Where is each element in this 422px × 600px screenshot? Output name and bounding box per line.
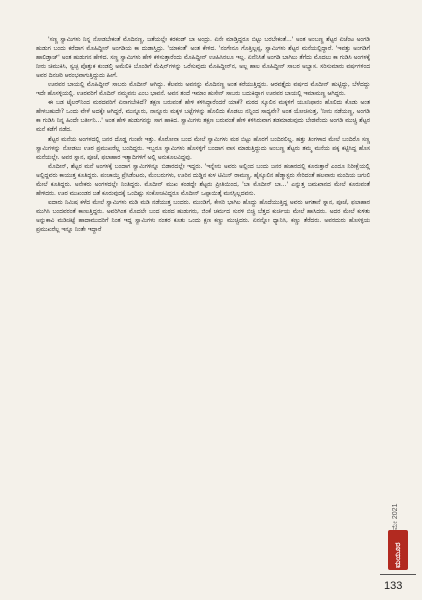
masthead-label: ಮಯೂರ: [393, 542, 402, 568]
footer-rule: [380, 574, 416, 575]
paragraph: ಶೆಟ್ಟರ ಮನೆಯ ಅಂಗಳದಲ್ಲಿ ಜನರ ದೊಡ್ಡ ಗುಂಪೇ ಇತ್ತು. ಕೊರೋನಾ ಬಂದ ಮೇಲೆ ಸ್ವಾಮಿಗಳು ಮಠ ಬಿಟ್ಟು ಹೊರಗೆ ಬಂದಿರಲಿಲ್ಲ. ಹತ್ತು ತಿಂಗಳಾದ ಮೇಲೆ ಬಂದಿರೊ ಸಣ್ಣ ಸ್ವಾಮಿಗಳನ್ನು ನೋಡಲು ಊರ ಪ್ರಮುಖರೆಲ್ಲ ಬಂದಿದ್ದರು. ಇಬ್ಬರೂ ಸ್ವಾಮಿಗಳು ಹೊಸಳ್ಳಿಗೆ ಬಂದಾಗ ವಾಸ ಮಾಡುತ್ತಿದ್ದುದು ಅಂಬಣ್ಣ ಶೆಟ್ಟರು ತಮ್ಮ ಮನೆಯ ಪಕ್ಕ ಕಟ್ಟಿಸಿದ್ದ ಹೊಸ ಮನೆಯಲ್ಲೇ. ಅವರ ಸ್ನಾನ, ಪೂಜೆ, ಫಲಾಹಾರ ಇತ್ಯಾದಿಗಳಿಗೆ ಅಲ್ಲಿ ಅನುಕೂಲವಿದ್ದವು.: [36, 136, 370, 161]
paragraph: ಈ ಬಡ ಟೈಲರ್‌ನಿಂದ ಮಠದವರಿಗೆ ಏನಾಗಬೇಕಿದೆ? ತಕ್ಷಣ ಬರುವಂತೆ ಹೇಳಿ ಕಳಿಸಿದ್ದಾರೆಂದರೆ ಯಾಕೆ? ಮಠದ ಸ್ಕೂಲಿನ ಮಕ್ಕಳಿಗೆ ಯೂನಿಫಾರಂ ಹೊಲಿದು ಕೊಡು ಅಂತ ಹೇಳಬಹುದೇ? ಒಂದು ವೇಳೆ ಅದಕ್ಕೇ ಆಗಿದ್ದರೆ, ಮುನ್ನೂರು, ನಾನ್ನೂರು ಮಕ್ಕಳ ಬಟ್ಟೆಗಳನ್ನು ಹೊಲಿದು ಕೊಡಲು ನನ್ನಿಂದ ಸಾಧ್ಯವೇ? ಅಂತ ಯೋಚಿಸುತ್ತ, 'ನೀನು ನಡೆಯಣ್ಣ, ಅಂಗಡಿ ಕಾ ಗುಡಿಸಿ ನಿನ್ನ ಹಿಂದೇ ಬರ್ತೀನಿ...' ಅಂತ ಹೇಳಿ ಹುಡುಗನನ್ನು ಸಾಗ ಹಾಕಿದ. ಸ್ವಾಮಿಗಳು ತಕ್ಷಣ ಬರುವಂತೆ ಹೇಳಿ ಕಳಿಸಿರುವಾಗ ತಡಮಾಡುವುದು ಬೇಡವೆಂದು ಅಂಗಡಿ ಮುಚ್ಚಿ ಶೆಟ್ಟರ ಮನೆ ಕಡೆಗೆ ನಡೆದ.: [36, 100, 370, 134]
paragraph: 'ಸಣ್ಣ ಸ್ವಾಮಿಗಳು ನಿನ್ನ ನೋಡಬೇಕಂತೆ ಮೊದಿನಣ್ಣ, ಜತೆಯಲ್ಲೇ ಕರಕಂಡ್ ಬಾ ಅಂದ್ರು. ಏನೇ ಮಾಡ್ತಿದ್ದರೂ ಬಿಟ್ಟು ಬರಬೇಕಂತೆ...' ಅಂತ ಅಂಬಣ್ಣ ಶೆಟ್ಟರ ಏಜೆಂಟ ಅಂಗಡಿ ಹುಡುಗ ಬಂದು ಕರೆದಾಗ ಮೊಹಿದ್ದೀನ್ ಅಂಗಡಿಯ ಕಾ ದುಡಾಸ್ತಿದ್ರು. 'ಯಾಕಂತೆ' ಅಂತ ಕೇಳಿದ. 'ನಂಗೇನೂ ಗೊತ್ತಿಲ್ಲಪ್ಪ, ಸ್ವಾಮಿಗಳು ಶೆಟ್ಟರ ಮನೆಯಲ್ಲಿದ್ದಾರೆ. 'ಇವತ್ತು ಅಂಗಡಿಗೆ ಹಾಲಿಡ್ತಾಜ್' ಅಂತ ಹುಡುಗನ ಹೇಳಿದ. ಸಣ್ಣ ಸ್ವಾಮಿಗಳು ಹೇಳಿ ಕಳಿಸುತ್ತಾರೆಂದು ಮೊಹಿದ್ದೀನ್ ಊಹಿಸಿರಲೂ ಇಲ್ಲ. ಏನೆನಿಸಿತೆ ಅಂಗಡಿ ಬಾಗಿಲು ತೆಗೆದು ಮೊದಲು ಕಾ ಗುಡಿಸಿ ಅಂಗಳಕ್ಕೆ ನೀರು ಚಿಮುಕಿಸಿ, ಸ್ವಚ್ಛ ಪೊತ್ತುಕ ಕುಂಡಲ್ತಿ ಅಮೆಲಿಕಿ ಬೊಂಡಿಗೆ ಮೆಷಿನ್‌ಗಳನ್ನು ಒರೆಸುವುದು ಮೊಹಿದ್ದೀನ್‌ನ, ಅಲ್ಲ ಹಾಲ ಮೊಹಿದ್ದೀನ್‌ ಸಾಬರ ಅಭ್ಯಾಸ. ಸರಿಸುಮಾರು ವರ್ಷಗಳಿಂದ ಅವರ ದಿನಚರಿ ಆರಂಭವಾಗುತ್ತಿದ್ದುದು ಹೀಗೆ.: [36, 37, 370, 80]
issue-date: ಮೇ 2021: [392, 503, 399, 530]
paragraph: ಐದಾರು ನಿಮಿಷ ಕಳೆದ ಮೇಲೆ ಸ್ವಾಮಿಗಳು ಮಡಿ ಮಡಿ ನಡೆಯುತ್ತ ಬಂದರು. ಮುಂಡಿಗೆ, ಕೇಸರಿ ಭಾಗಿಲ ಹೊದ್ದು ಹೊದೆಯುತ್ತಿದ್ದ ಅವರು ಆಗತಾನೆ ಸ್ನಾನ, ಪೂಜೆ, ಫಲಾಹಾರ ಮುಗಿಸಿ ಬಂದವರಂತೆ ಕಾಣುತ್ತಿದ್ದರು. ಅವರಿಗಿಂತ ಮೊದಲೇ ಬಂದ ಮಠದ ಹುಡುಗರು, ಜಿಂಕೆ ಚರ್ಮದ ಸುರಳಿ ಬಿಚ್ಚಿ ಬೆತ್ತದ ಕುರ್ಚಿಯ ಮೇಲೆ ಹಾಸಿದರು. ಅದರ ಮೇಲೆ ಕುಳಿತು ಅನ್ನುಕಾವಿ ಮಡಿಚಿಟ್ಟೆ ಹಾದಾಮುದರಿಗೆ ನಿಂತ ಇದ್ದ ಸ್ವಾಮಿಗಳು ನಂತರ ಕೂತು ಒಂದು ಕ್ಷಣ ಕಣ್ಣು ಮುಚ್ಚಿದರು. ಏನನ್ನೋ ಧ್ಯಾನಿಸಿ, ಕಣ್ಣು ತೆರೆದರು. ಅವರದುರು ಹೊಸಳ್ಳಿಯ ಪ್ರಮುಖರೆಲ್ಲ ಇನ್ನೂ ನಿಂತೇ ಇದ್ದಾರೆ: [36, 199, 370, 233]
story-body: [36, 36, 370, 566]
page-number: 133: [384, 580, 403, 592]
paragraph: ಊರವರ ಬಾಯಲ್ಲಿ ಮೊಹಿದ್ದೀನ್ ಸಾಬರು ಮೊದೀನ್ ಆಗಿದ್ದು. ಕೆಲವರು ಅವನನ್ನು ಮೊದಿನಣ್ಣ ಅಂತ ಕರೆಯುತ್ತಿದ್ದರು. ಆರವತ್ತೈದು ವರ್ಷದ ಮೊದೀನ್ ಹುಟ್ಟಿದ್ದು, ಬೆಳೆದದ್ದು ಇದೇ ಹೊಸಳ್ಳಿಯಲ್ಲಿ. ಊರವರಿಗೆ ಮೊದಿನ್ ನಮ್ಮವನು ಎಂಬ ಭಾವನೆ. ಅವನ ತಂದೆ ಇಮಾಂ ಹುಸೇನ್ ಸಾಬರು ಬದುಕಿದ್ದಾಗ ಊರವರ ಬಾಯಲ್ಲಿ ಇಮಾಮಣ್ಣ ಆಗಿದ್ದರು.: [36, 82, 370, 98]
paragraph: ಮೊದೀನ್, ಶೆಟ್ಟರ ಮನೆ ಅಂಗಳಕ್ಕೆ ಬಂದಾಗ ಸ್ವಾಮಿಗಳಿನ್ನೂ ಬಿಡಾರದಲ್ಲೇ ಇದ್ದರು. 'ಇನ್ನೇನು ಅವರು ಅಲ್ಲಿಂದ ಬಂದು ಜನರ ಹಜಾರದಲ್ಲಿ ಕೂರುತ್ತಾರೆ ಎಂದೂ ನಿರೀಕ್ಷೆಯಲ್ಲಿ ಅಲ್ಲಿದ್ದವರು ಕಾಯುತ್ತ ಕೂತಿದ್ದರು. ಪಂಚಾಯ್ತಿ ಪ್ರೆಸಿಡೆಂಟರು, ಮೆಂಬರುಗಳು, ಊರಿನ ದುಡ್ಡಿನ ಕುಳ ಟಿಮಿನ್ ರಾಮಣ್ಣ, ಹೈಸ್ಕೂಲಿನ ಹೆಡ್ಮಾಸ್ಟರು ಸೇರಿದಂತೆ ಹಲವಾರು ಮಂದಿಯ ಜಗುಲಿ ಮೇಲೆ ಕೂತಿದ್ದರು. ಅನೇಕರು ಅಂಗಳದಲ್ಲೇ ನಿಂತಿದ್ದರು. ಮೊದೀನ್ ಮುಖ ಕಂಡದ್ದೇ ಶೆಟ್ಟರು ಪ್ರೀತಿಯಿಂದ, 'ಬಾ ಮೊದೀನ್ ಬಾ...' ಎನ್ನುತ್ತ ಜಮಖಾನದ ಮೇಲೆ ಕೂರುವಂತೆ ಹೇಳಿದರು. ಊರ ಮುಖಂಡರ ಜತೆ ಕೂರುವುದಕ್ಕೆ ಒಂದಿಷ್ಟು ಸಂಕೋಚವಿದ್ದರೂ ಮೊದೀನ್ ಒಪ್ಪಾಯಿತ್ಕೆ ಮನಸ್ಸಿಲ್ಲದವನು.: [36, 163, 370, 197]
